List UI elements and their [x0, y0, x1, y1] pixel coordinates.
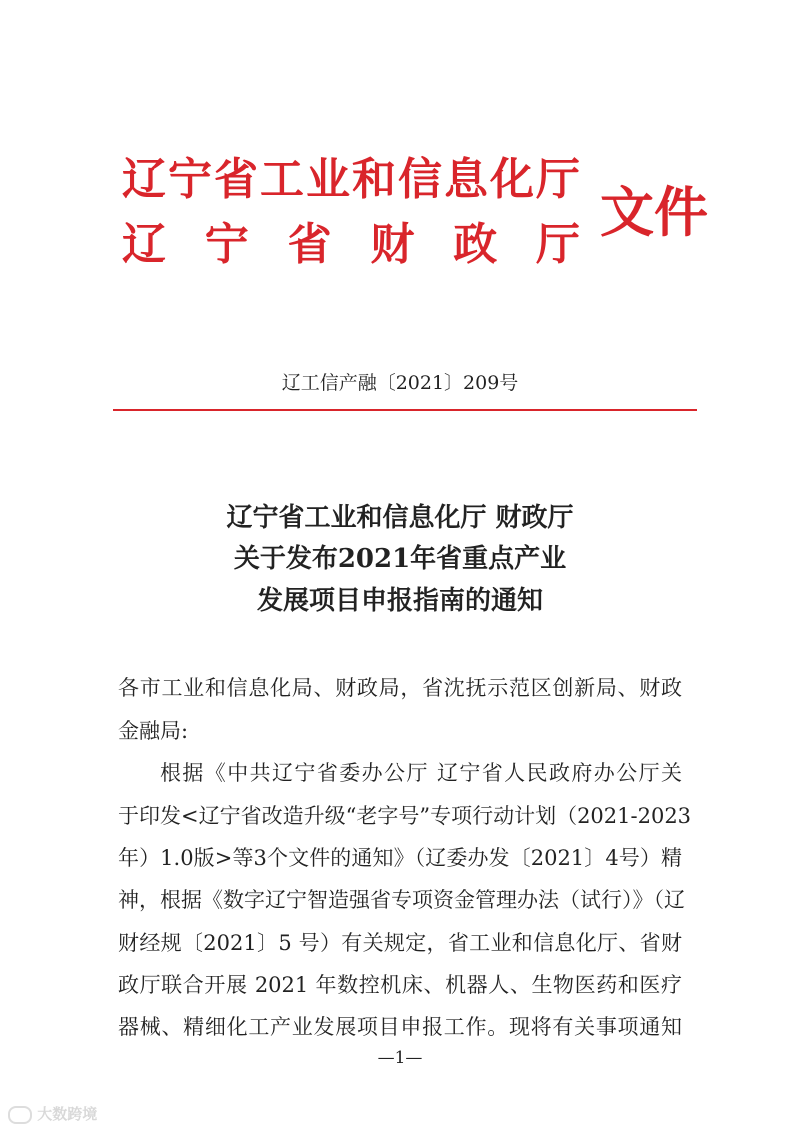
body-line: 各市工业和信息化局、财政局，省沈抚示范区创新局、财政	[118, 676, 682, 700]
issuer-line-2: 辽宁省财政厅	[122, 219, 580, 270]
doc-type-label: 文件	[600, 180, 708, 244]
doc-title-line-3: 发展项目申报指南的通知	[256, 586, 543, 616]
body-line: 年）1.0版>等3个文件的通知》（辽委办发〔2021〕4号）精	[118, 846, 682, 870]
body-line: 金融局:	[118, 719, 189, 743]
body-line: 于印发<辽宁省改造升级“老字号”专项行动计划（2021-2023	[118, 804, 692, 828]
body-line: 器械、精细化工产业发展项目申报工作。现将有关事项通知	[118, 1015, 682, 1039]
watermark-text: 大数跨境	[37, 1105, 98, 1123]
page-number: —1—	[377, 1048, 423, 1068]
doc-title-line-1: 辽宁省工业和信息化厅 财政厅	[226, 503, 574, 533]
issuer-line-1: 辽宁省工业和信息化厅	[122, 154, 580, 205]
watermark	[8, 1104, 97, 1124]
watermark-logo-icon	[8, 1106, 32, 1124]
red-divider	[113, 409, 697, 411]
doc-title-line-2: 关于发布2021年省重点产业	[233, 544, 567, 574]
body-line: 财经规〔2021〕5 号）有关规定，省工业和信息化厅、省财	[118, 931, 682, 955]
body-line: 政厅联合开展 2021 年数控机床、机器人、生物医药和医疗	[118, 973, 682, 997]
body-line: 根据《中共辽宁省委办公厅 辽宁省人民政府办公厅关	[160, 761, 682, 785]
body-line: 神，根据《数字辽宁智造强省专项资金管理办法（试行）》（辽	[118, 888, 685, 912]
doc-number: 辽工信产融〔2021〕209号	[281, 372, 519, 394]
